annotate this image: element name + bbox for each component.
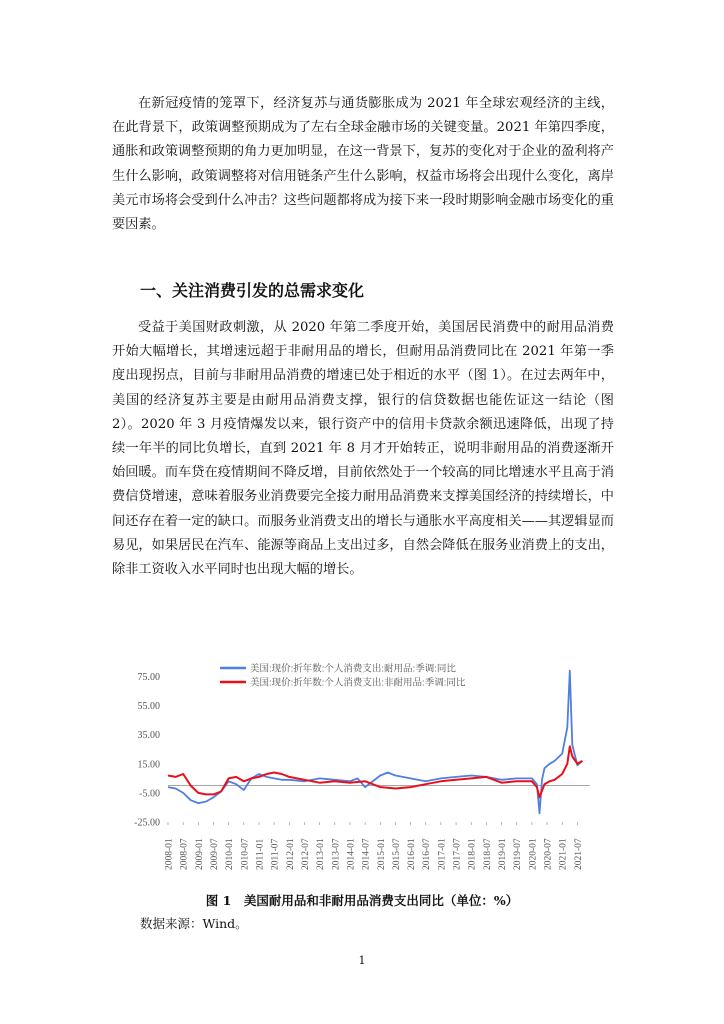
data-source: 数据来源：Wind。 (140, 916, 248, 931)
y-tick-label: 15.00 (137, 759, 160, 771)
x-tick-label: 2019-07 (513, 838, 524, 870)
x-tick-label: 2011-07 (270, 838, 281, 870)
section-heading: 一、关注消费引发的总需求变化 (140, 281, 365, 300)
series-line-durable (168, 671, 582, 814)
x-tick-label: 2017-01 (437, 838, 448, 870)
x-tick-label: 2008-07 (179, 838, 190, 870)
x-axis (165, 822, 584, 870)
x-tick-label: 2010-01 (225, 838, 236, 870)
x-tick-label: 2017-07 (452, 838, 463, 870)
x-tick-label: 2015-07 (391, 838, 402, 870)
intro-paragraph: 在新冠疫情的笼罩下，经济复苏与通货膨胀成为 2021 年全球宏观经济的主线，在此背景下，政策调整预期成为了左右全球金融市场的关键变量。2021 年第四季度，通胀和政策调整预期的角力更加明显，在这一背景下，复苏的变化对于企业的盈利将产生什么影响，政策调整将对信用链条产生什么影响，权益市场将会出现什么变化，离岸美元市场将会受到什么冲击？这些问题都将成为接下来一段时期影响金融市场变化的重要因素。 (112, 96, 614, 233)
x-tick-label: 2008-01 (164, 838, 175, 870)
x-tick-label: 2014-01 (346, 838, 357, 870)
x-tick-label: 2016-07 (422, 838, 433, 870)
figure-caption: 图 1 美国耐用品和非耐用品消费支出同比（单位：%） (205, 893, 519, 908)
y-tick-label: -5.00 (139, 788, 160, 800)
y-tick-label: 75.00 (137, 672, 160, 684)
x-tick-label: 2012-07 (300, 838, 311, 870)
x-tick-label: 2015-01 (376, 838, 387, 870)
x-tick-label: 2010-07 (240, 838, 251, 870)
x-tick-label: 2009-07 (209, 838, 220, 870)
x-tick-label: 2016-01 (407, 838, 418, 870)
x-tick-label: 2011-01 (255, 838, 266, 870)
y-tick-label: 55.00 (137, 701, 160, 713)
x-tick-label: 2021-07 (573, 838, 584, 870)
x-tick-label: 2012-01 (285, 838, 296, 870)
x-tick-label: 2019-01 (498, 838, 509, 870)
x-tick-label: 2021-01 (558, 838, 569, 870)
y-tick-label: -25.00 (134, 817, 160, 829)
legend-label-durable: 美国:现价:折年数:个人消费支出:耐用品:季调:同比 (250, 663, 456, 675)
x-tick-label: 2013-01 (316, 838, 327, 870)
series-layer (168, 671, 582, 814)
x-tick-label: 2020-07 (543, 838, 554, 870)
x-tick-label: 2009-01 (194, 838, 205, 870)
x-tick-label: 2020-01 (528, 838, 539, 870)
consumption-yoy-chart (120, 652, 600, 884)
x-tick-label: 2013-07 (331, 838, 342, 870)
x-tick-label: 2018-01 (467, 838, 478, 870)
series-line-nondurable (168, 746, 582, 797)
chart-legend (220, 663, 466, 689)
x-tick-label: 2018-07 (482, 838, 493, 870)
y-axis (134, 672, 160, 828)
section1-paragraph: 受益于美国财政刺激，从 2020 年第二季度开始，美国居民消费中的耐用品消费开始大幅增长，其增速远超于非耐用品的增长，但耐用品消费同比在 2021 年第一季度出现拐点，目前与非耐用品消费的增速已处于相近的水平（图 1）。在过去两年中，美国的经济复苏主要是由耐用品消费支撑，银行的信贷数据也能佐证这一结论（图 2）。2020 年 3 月疫情爆发以来，银行资产中的信用卡贷款余额迅速降低，出现了持续一年半的同比负增长，直到 2021 年 8 月才开始转正，说明非耐用品的消费逐渐开始回暖。而车贷在疫情期间不降反增，目前依然处于一个较高的同比增速水平且高于消费信贷增速，意味着服务业消费要完全接力耐用品消费来支撑美国经济的持续增长，中间还存在着一定的缺口。而服务业消费支出的增长与通胀水平高度相关——其逻辑显而易见，如果居民在汽车、能源等商品上支出过多，自然会降低在服务业消费上的支出，除非工资收入水平同时也出现大幅的增长。 (112, 320, 614, 578)
x-tick-label: 2014-07 (361, 838, 372, 870)
page-number: 1 (358, 954, 366, 967)
legend-label-nondurable: 美国:现价:折年数:个人消费支出:非耐用品:季调:同比 (250, 677, 466, 689)
y-tick-label: 35.00 (137, 730, 160, 742)
